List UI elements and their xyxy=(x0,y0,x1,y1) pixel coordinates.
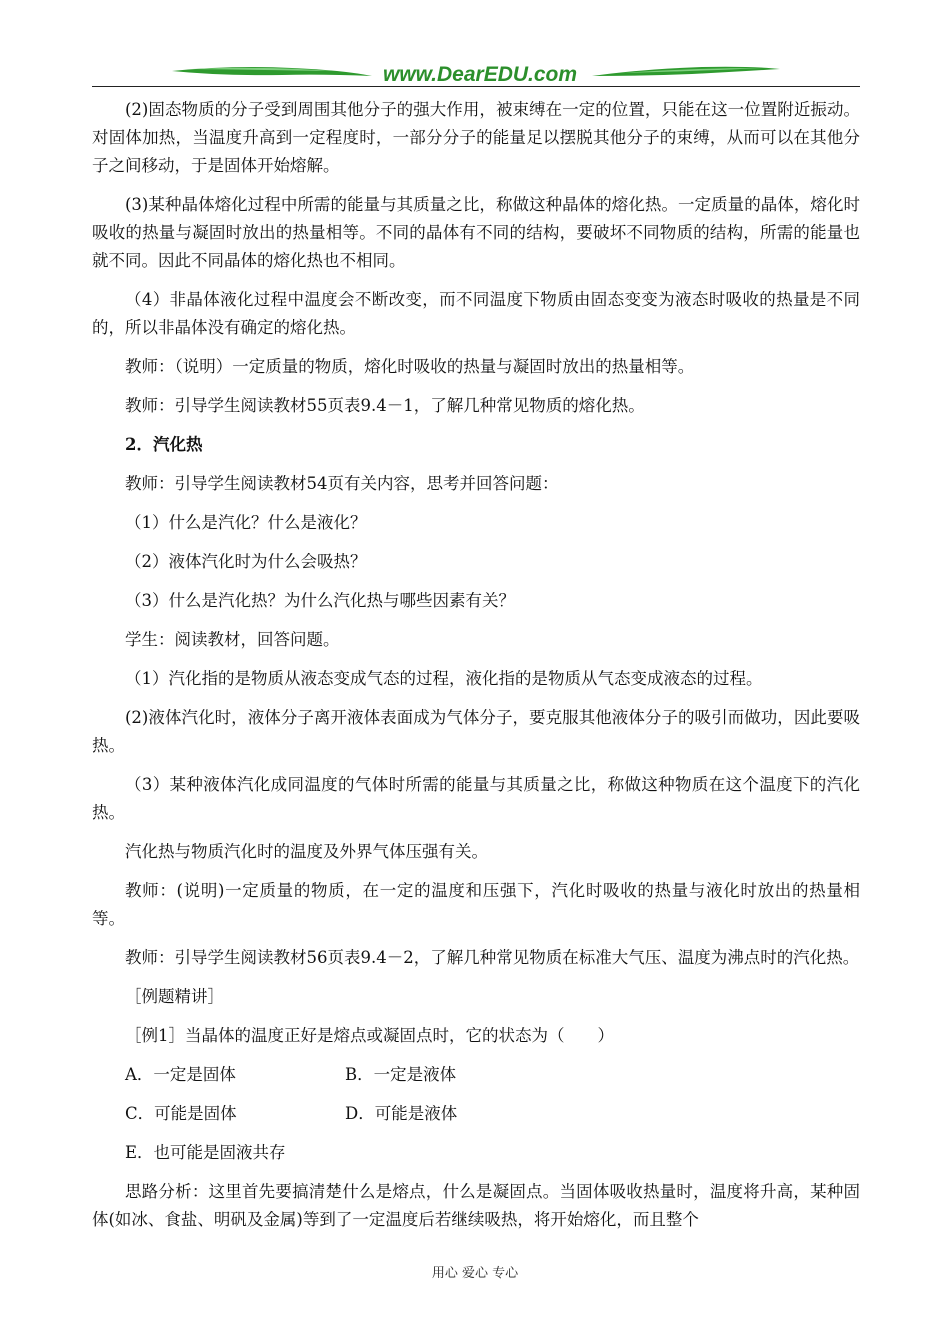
option-d: D．可能是液体 xyxy=(345,1104,458,1123)
analysis-paragraph: 思路分析：这里首先要搞清楚什么是熔点，什么是凝固点。当固体吸收热量时，温度将升高，某种固体(如冰、食盐、明矾及金属)等到了一定温度后若继续吸热，将开始熔化，而且整个 xyxy=(92,1182,860,1229)
option-c: C．可能是固体 xyxy=(125,1104,237,1123)
paragraph: 教师：引导学生阅读教材54页有关内容，思考并回答问题： xyxy=(125,474,559,493)
logo-text: www.DearEDU.com xyxy=(382,63,578,86)
site-logo xyxy=(172,58,780,88)
answer-item: (2)液体汽化时，液体分子离开液体表面成为气体分子，要克服其他液体分子的吸引而做功，因此要吸热。 xyxy=(92,708,860,755)
section-heading: 2．汽化热 xyxy=(125,435,203,454)
paragraph: (2)固态物质的分子受到周围其他分子的强大作用，被束缚在一定的位置，只能在这一位置附近振动。对固体加热，当温度升高到一定程度时，一部分分子的能量足以摆脱其他分子的束缚，从而可以在其他分子之间移动，于是固体开始熔解。 xyxy=(92,100,860,175)
paragraph: 教师：（说明）一定质量的物质，熔化时吸收的热量与凝固时放出的热量相等。 xyxy=(125,357,695,376)
answer-item: （1）汽化指的是物质从液态变成气态的过程，液化指的是物质从气态变成液态的过程。 xyxy=(125,669,763,688)
paragraph: 汽化热与物质汽化时的温度及外界气体压强有关。 xyxy=(125,842,488,861)
question-item: （3）什么是汽化热？为什么汽化热与哪些因素有关？ xyxy=(125,591,515,610)
paragraph: 教师：引导学生阅读教材55页表9.4－1，了解几种常见物质的熔化热。 xyxy=(125,396,645,415)
option-a: A．一定是固体 xyxy=(125,1065,236,1084)
options-row xyxy=(92,1061,860,1089)
option-e: E．也可能是固液共存 xyxy=(125,1143,286,1162)
options-row xyxy=(92,1100,860,1128)
paragraph: 教师：引导学生阅读教材56页表9.4－2，了解几种常见物质在标准大气压、温度为沸点时的汽化热。 xyxy=(125,948,860,967)
page-footer: 用心 爱心 专心 xyxy=(431,1266,519,1281)
question-item: （1）什么是汽化？什么是液化？ xyxy=(125,513,367,532)
paragraph: 学生：阅读教材，回答问题。 xyxy=(125,630,340,649)
document-body xyxy=(92,96,860,1245)
header-divider xyxy=(92,86,860,87)
example-question: ［例1］当晶体的温度正好是熔点或凝固点时，它的状态为（ ） xyxy=(125,1026,614,1045)
paragraph: （4）非晶体液化过程中温度会不断改变，而不同温度下物质由固态变变为液态时吸收的热量是不同的，所以非晶体没有确定的熔化热。 xyxy=(92,290,860,337)
section-heading: ［例题精讲］ xyxy=(125,987,224,1006)
option-b: B．一定是液体 xyxy=(345,1065,457,1084)
options-row xyxy=(92,1139,860,1167)
question-item: （2）液体汽化时为什么会吸热？ xyxy=(125,552,367,571)
paragraph: (3)某种晶体熔化过程中所需的能量与其质量之比，称做这种晶体的熔化热。一定质量的晶体，熔化时吸收的热量与凝固时放出的热量相等。不同的晶体有不同的结构，要破坏不同物质的结构，所需的能量也就不同。因此不同晶体的熔化热也不相同。 xyxy=(92,195,860,270)
paragraph: 教师：(说明)一定质量的物质，在一定的温度和压强下，汽化时吸收的热量与液化时放出的热量相等。 xyxy=(92,881,860,928)
answer-item: （3）某种液体汽化成同温度的气体时所需的能量与其质量之比，称做这种物质在这个温度下的汽化热。 xyxy=(92,775,860,822)
